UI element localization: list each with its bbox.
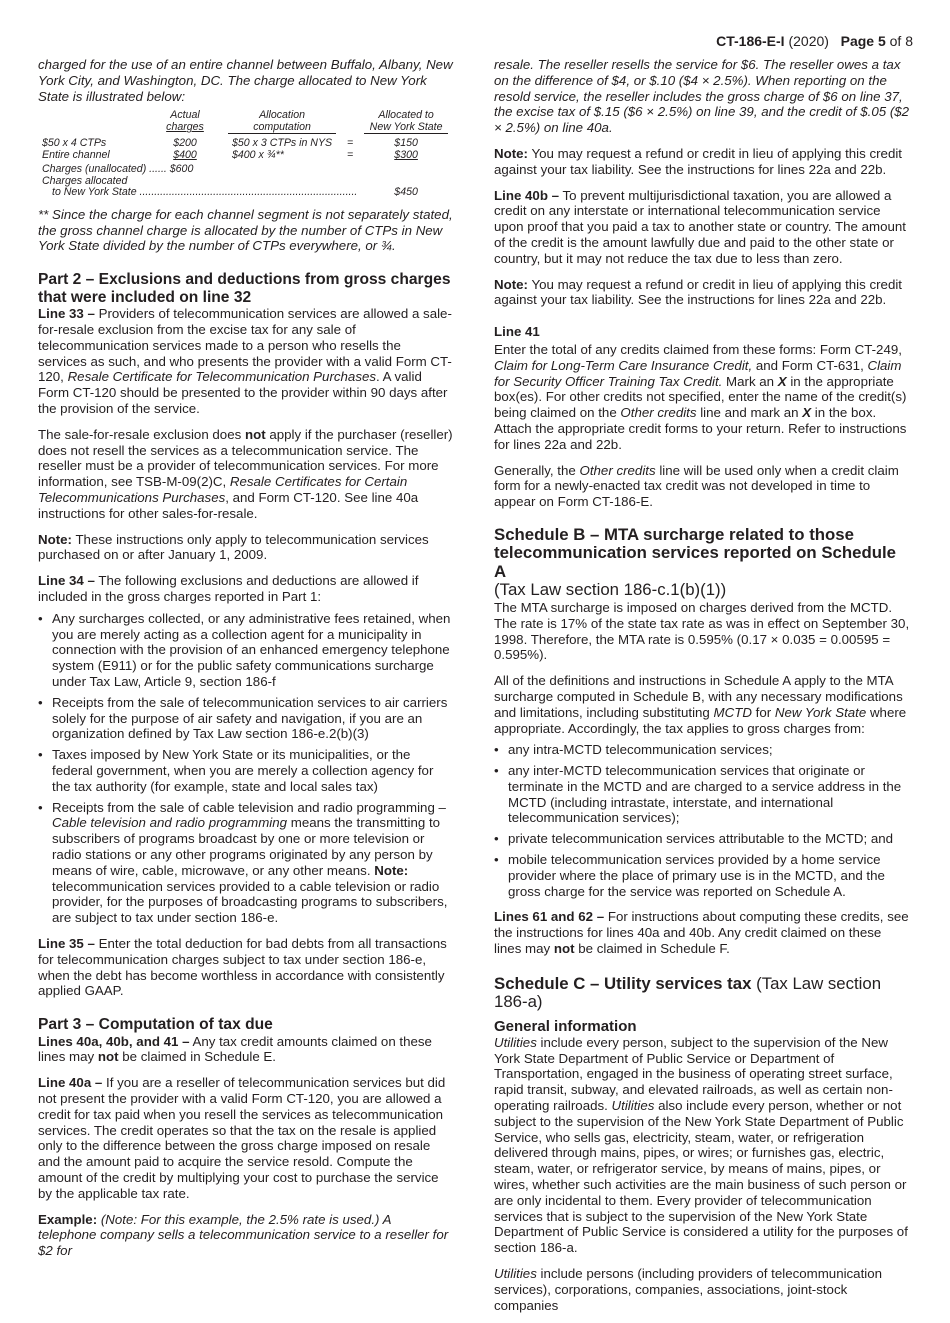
page-header xyxy=(716,34,913,50)
example-paragraph: Example: (Note: For this example, the 2.5% rate is used.) A telephone company sells a telecommunication service to a reseller for $2 for xyxy=(38,1211,449,1259)
table-row xyxy=(38,187,448,199)
charges-allocated-label: Charges allocated xyxy=(42,174,128,187)
note-paragraph: Note: You may request a refund or credit in lieu of applying this credit against your tax liability. See the instructions for lines 22a and 22b. xyxy=(494,145,902,177)
schedule-b-law: (Tax Law section 186-c.1(b)(1)) xyxy=(494,580,727,600)
row1-equals: = xyxy=(347,137,354,150)
row2-computation: $400 x ¾** xyxy=(232,148,284,161)
part2-title: Part 2 – Exclusions and deductions from gross charges that were included on line 32 xyxy=(38,271,451,306)
utilities-paragraph-2: Utilities include persons (including providers of telecommunication services), corporations, companies, associations, joint-stock companies xyxy=(494,1266,883,1313)
col-actual-2: charges xyxy=(166,121,204,134)
form-year: (2020) xyxy=(788,33,829,49)
col-ny-1: Allocated to xyxy=(378,109,434,122)
note-paragraph: Note: These instructions only apply to telecommunication services purchased on or after January 1, 2009. xyxy=(38,531,429,563)
left-column xyxy=(38,57,453,1269)
table-row xyxy=(38,161,448,176)
col-ny-2: New York State xyxy=(364,122,448,134)
list-item: • mobile telecommunication services provided by a home service provider where the place of primary use is in the MCTD, and the gross charge for the service was reported on Schedule A. xyxy=(494,852,912,899)
line41-paragraph: Enter the total of any credits claimed from these forms: Form CT-249, Claim for Long-Term Care Insurance Credit, and Form CT-631, Claim for Security Officer Training Tax Credit. Mark an X in the appropriate box(es). For other credits not specified, enter the name of the credit(s) being claimed on the Other credits line and mark an X in the box. Attach the appropriate credit forms to your return. Refer to instructions for lines 22a and 22b. xyxy=(494,341,907,452)
allocation-table xyxy=(38,110,448,199)
col-actual-1: Actual xyxy=(170,109,200,122)
row2-equals: = xyxy=(347,148,354,161)
col-alloc-1: Allocation xyxy=(259,109,306,122)
row2-label: Entire channel xyxy=(42,148,110,161)
mta-list xyxy=(494,742,912,899)
line40a-paragraph: Line 40a – If you are a reseller of telecommunication services but did not present the provider with a valid Form CT-120, you are allowed a credit for tax paid when you resell the services as telecommunication services. The credit operates so that the tax on the resale is applied only to the difference between the gross charge imposed on resale and the amount paid to acquire the service resold. Compute the amount of the credit by multiplying your cost to purchase the service by the applicable tax rate. xyxy=(38,1075,446,1201)
line34-paragraph: Line 34 – The following exclusions and deductions are allowed if included in the gross charges reported in Part 1: xyxy=(38,573,419,605)
row2-ny: $300 xyxy=(394,148,418,161)
schedule-c-title: Schedule C – Utility services tax (Tax Law section 186-a) xyxy=(494,973,882,1012)
row1-actual: $200 xyxy=(173,137,197,150)
exclusions-list xyxy=(38,611,453,926)
example-continued: resale. The reseller resells the service for $6. The reseller owes a tax on the difference of $4, or $.10 ($4 × 2.5%). When reporting on the resold service, the reseller includes the gross charge of $6 on line 37, the excise tax of $.15 ($6 × 2.5%) on line 39, and the credit of $.05 ($2 × 2.5%) on line 40a. xyxy=(494,57,910,136)
list-item: • any inter-MCTD telecommunication services that originate or terminate in the MCTD and are charged to a service address in the MCTD (including intrastate, interstate, and international telecommunication services); xyxy=(494,763,912,826)
row1-label: $50 x 4 CTPs xyxy=(42,137,107,150)
general-information-heading: General information xyxy=(494,1017,637,1035)
unallocated-charges: Charges (unallocated) ...... $600 xyxy=(42,163,194,176)
list-item: • Receipts from the sale of cable television and radio programming – Cable television and radio programming means the transmitting to subscribers of programs broadcast by one or more television or radio stations or any other programs originated by any person by means of wire, cable, microwave, or any other means. Note: telecommunication services provided to a cable television or radio provider, for the purposes of broadcasting programs to subscribers, are subject to tax under section 186-e. xyxy=(38,800,453,926)
to-ny-value: $450 xyxy=(394,186,418,199)
row1-computation: $50 x 3 CTPs in NYS xyxy=(232,137,333,150)
line33-label: Line 33 – xyxy=(38,306,95,322)
list-item: • private telecommunication services attributable to the MCTD; and xyxy=(494,831,912,847)
row1-ny: $150 xyxy=(394,137,418,150)
lines40-paragraph: Lines 40a, 40b, and 41 – Any tax credit amounts claimed on these lines may not be claimed in Schedule E. xyxy=(38,1033,432,1065)
schedule-b-title: Schedule B – MTA surcharge related to those telecommunication services reported on Schedule A (Tax Law section 186-c.1(b)(1)) xyxy=(494,524,896,600)
page-total: of 8 xyxy=(889,33,913,49)
col-alloc-2: computation xyxy=(228,122,336,134)
generally-paragraph: Generally, the Other credits line will be used only when a credit claim form for a newly-enacted tax credit was not developed in time to appear on Form CT-186-E. xyxy=(494,462,899,510)
list-item: • Receipts from the sale of telecommunication services to air carriers solely for the purpose of air safety and navigation, if you are an organization defined by Tax Law section 186-e.2(b)(3) xyxy=(38,695,453,742)
to-ny-label: to New York State .......................................................................... xyxy=(52,186,358,199)
mta-paragraph: The MTA surcharge is imposed on charges derived from the MCTD. The rate is 17% of the state tax rate as was in effect on September 30, 1998. Therefore, the MTA rate is 0.595% (0.17 × 0.035 = 0.00595 = 0.595%). xyxy=(494,599,910,663)
row2-actual: $400 xyxy=(173,148,197,161)
footnote: ** Since the charge for each channel segment is not separately stated, the gross channel charge is allocated by the number of CTPs in New York State divided by the number of CTPs everywhere, or ¾. xyxy=(38,206,453,254)
list-item: • any intra-MCTD telecommunication services; xyxy=(494,742,912,758)
part3-title: Part 3 – Computation of tax due xyxy=(38,1016,273,1034)
intro-paragraph: charged for the use of an entire channel between Buffalo, Albany, New York City, and Washington, DC. The charge allocated to New York State is illustrated below: xyxy=(38,57,453,104)
table-row xyxy=(38,150,448,162)
note-paragraph: Note: You may request a refund or credit in lieu of applying this credit against your tax liability. See the instructions for lines 22a and 22b. xyxy=(494,276,902,308)
resale-paragraph: The sale-for-resale exclusion does not apply if the purchaser (reseller) does not resell the services as a telecommunication service. The reseller must be a provider of telecommunication services. For more information, see TSB-M-09(2)C, Resale Certificates for Certain Telecommunications Purchases, and Form CT-120. See line 40a instructions for other sales-for-resale. xyxy=(38,426,453,521)
mta-defs-paragraph: All of the definitions and instructions in Schedule A apply to the MTA surcharge computed in Schedule B, with any necessary modifications and limitations, including substituting MCTD for New York State where appropriate. Accordingly, the tax applies to gross charges from: xyxy=(494,673,907,736)
lines6162-paragraph: Lines 61 and 62 – For instructions about computing these credits, see the instructions for lines 40a and 40b. Any credit claimed on these lines may not be claimed in Schedule F. xyxy=(494,909,909,957)
right-column xyxy=(494,57,912,1323)
list-item: • Any surcharges collected, or any administrative fees retained, when you are merely acting as a collection agent for a municipality in connection with the provision of an enhanced emergency telephone system (E911) or for the public safety communications surcharge under Tax Law, Article 9, section 186-f xyxy=(38,611,453,690)
page-number: Page 5 xyxy=(840,33,886,49)
list-item: • Taxes imposed by New York State or its municipalities, or the federal government, when you are merely a collection agency for the tax authority (for example, state and local sales tax) xyxy=(38,747,453,794)
utilities-paragraph: Utilities include every person, subject to the supervision of the New York State Department of Public Service or Department of Transportation, engaged in the business of operating street surface, rapid transit, subway, and elevated railroads, as well as certain non-operating railroads. Utilities also include every person, whether or not subject to the supervision of the New York State Department of Public Service, who sells gas, electricity, steam, water, or refrigeration delivered through mains, pipes, or wires; or furnishes gas, electric, steam, water, or refrigerator service, by means of mains, pipes, or wires, whether such activities are the main business of such person or are only incidental to them. Every provider of telecommunication services that is subject to the supervision of the New York State Department of Public Service is considered a utility for the purposes of section 186-a. xyxy=(494,1034,908,1256)
form-id: CT-186-E-I xyxy=(716,33,785,49)
line35-paragraph: Line 35 – Enter the total deduction for bad debts from all transactions for telecommunication charges subject to tax under section 186-e, when the debt has become worthless in accordance with consistently applied GAAP. xyxy=(38,935,447,999)
line40b-paragraph: Line 40b – To prevent multijurisdictional taxation, you are allowed a credit on any interstate or international telecommunication service upon proof that you paid a tax to another state or country. The amount of the credit is the amount lawfully due and paid to the other state or country, but it may not reduce the tax due to less than zero. xyxy=(494,187,906,266)
table-header-row xyxy=(38,122,448,134)
line41-title: Line 41 xyxy=(494,324,540,340)
line33-paragraph: Line 33 – Providers of telecommunication services are allowed a sale-for-resale exclusion from the excise tax for any sale of telecommunication services made to a person who resells the services as such, and who presents the provider with a valid Form CT-120, Resale Certificate for Telecommunication Purchases. A valid Form CT-120 should be presented to the provider within 90 days after the provision of the service. xyxy=(38,306,452,417)
